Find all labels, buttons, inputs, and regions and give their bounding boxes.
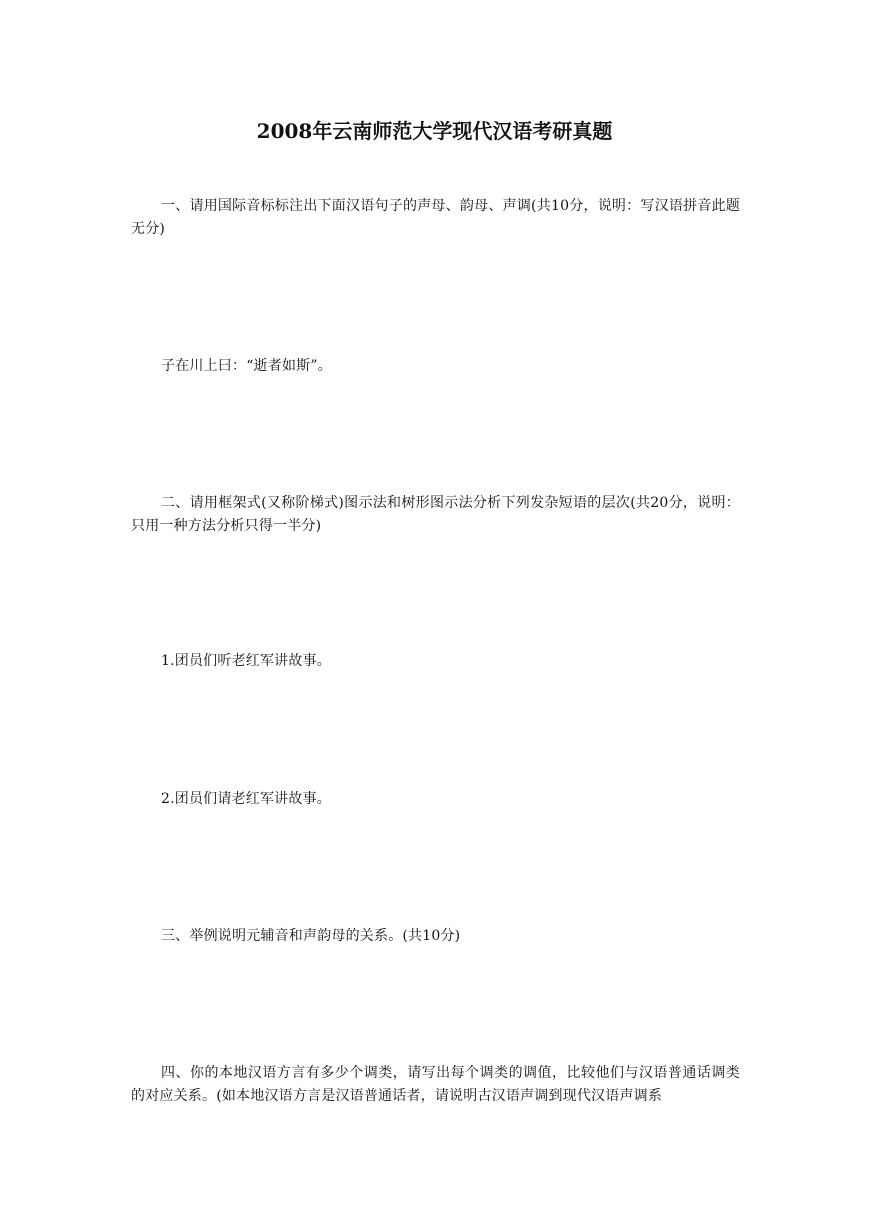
- document-title: 2008年云南师范大学现代汉语考研真题: [256, 119, 613, 143]
- question-2-item-1: 1.团员们听老红军讲故事。: [161, 653, 331, 669]
- question-4-text: 四、你的本地汉语方言有多少个调类，请写出每个调类的调值，比较他们与汉语普通话调类的对应关系。(如本地汉语方言是汉语普通话者，请说明古汉语声调到现代汉语声调系: [131, 1065, 740, 1104]
- question-1-sentence: 子在川上曰：“逝者如斯”。: [161, 358, 332, 374]
- question-1-text: 一、请用国际音标标注出下面汉语句子的声母、韵母、声调(共10分，说明：写汉语拼音此题无分): [131, 198, 740, 237]
- question-2-text: 二、请用框架式(又称阶梯式)图示法和树形图示法分析下列发杂短语的层次(共20分，说明：只用一种方法分析只得一半分): [131, 495, 740, 534]
- question-2-item-2: 2.团员们请老红军讲故事。: [161, 791, 331, 807]
- question-3-text: 三、举例说明元辅音和声韵母的关系。(共10分): [161, 928, 461, 944]
